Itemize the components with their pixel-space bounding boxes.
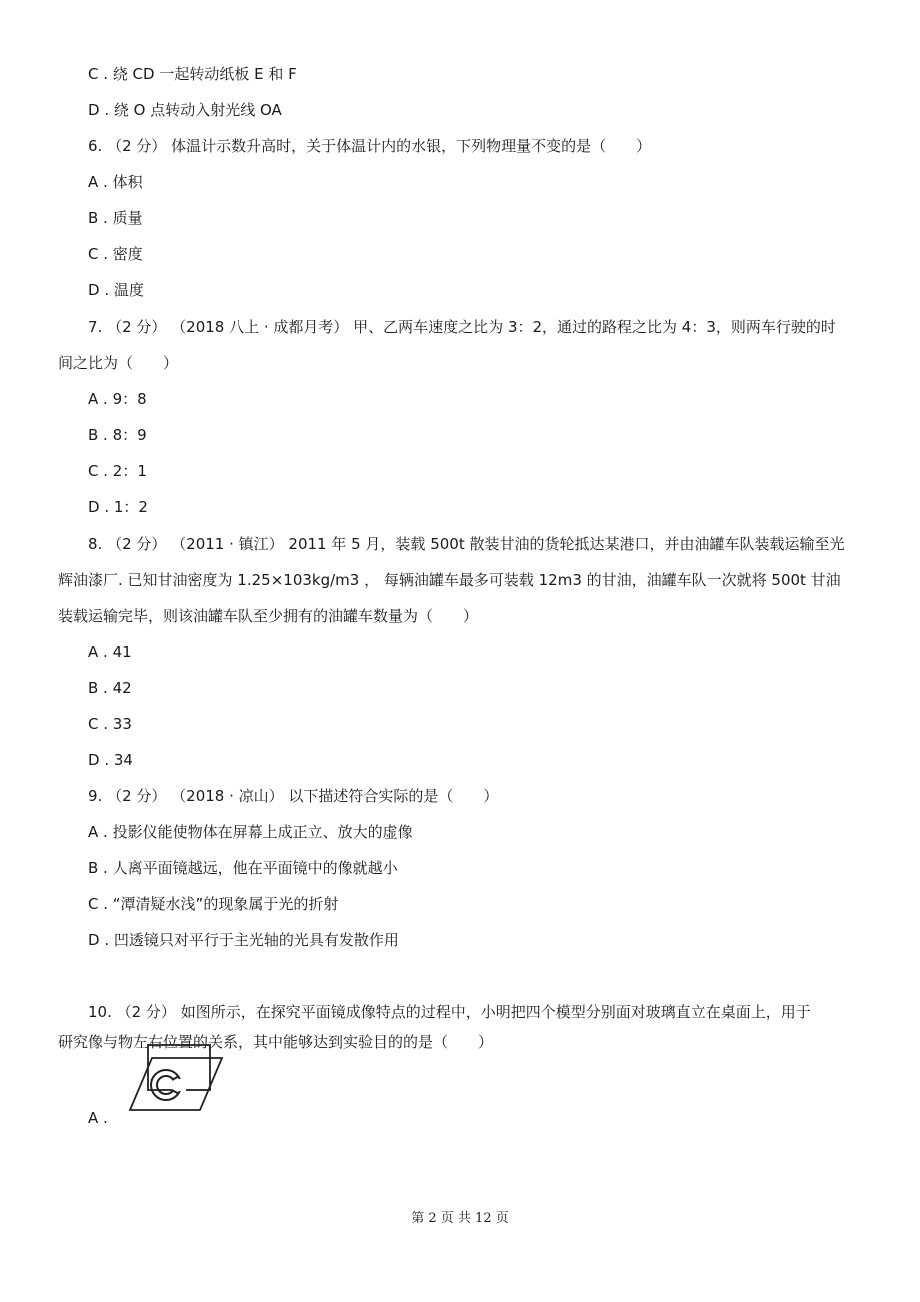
option-c-q5: C . 绕 CD 一起转动纸板 E 和 F xyxy=(88,65,297,83)
question-6: 6. （2 分） 体温计示数升高时，关于体温计内的水银，下列物理量不变的是（ ） xyxy=(88,137,652,155)
option-c-q9: C . “潭清疑水浅”的现象属于光的折射 xyxy=(88,895,339,913)
option-a-q10: A . xyxy=(88,1109,108,1127)
question-7: 7. （2 分） （2018 八上 · 成都月考） 甲、乙两车速度之比为 3：2，通过的路程之比为 4：3，则两车行驶的时 xyxy=(88,318,836,336)
question-8: 8. （2 分） （2011 · 镇江） 2011 年 5 月，装载 500t 散装甘油的货轮抵达某港口，并由油罐车队装载运输至光 xyxy=(88,535,845,553)
option-b-q6: B . 质量 xyxy=(88,209,143,227)
option-c-q8: C . 33 xyxy=(88,715,132,733)
option-d-q6: D . 温度 xyxy=(88,281,144,299)
option-b-q9: B . 人离平面镜越远，他在平面镜中的像就越小 xyxy=(88,859,398,877)
option-d-q5: D . 绕 O 点转动入射光线 OA xyxy=(88,101,282,119)
option-d-q8: D . 34 xyxy=(88,751,133,769)
option-a-q6: A . 体积 xyxy=(88,173,143,191)
question-10-cont: 研究像与物左右位置的关系，其中能够达到实验目的的是（ ） xyxy=(58,1033,494,1051)
question-8-cont-2: 装载运输完毕，则该油罐车队至少拥有的油罐车数量为（ ） xyxy=(58,607,479,625)
option-d-q9: D . 凹透镜只对平行于主光轴的光具有发散作用 xyxy=(88,931,399,949)
option-d-q7: D . 1：2 xyxy=(88,498,148,516)
mirror-model-figure xyxy=(128,1040,224,1120)
question-10: 10. （2 分） 如图所示，在探究平面镜成像特点的过程中，小明把四个模型分别面对玻璃直立在桌面上，用于 xyxy=(88,1003,811,1021)
option-b-q7: B . 8：9 xyxy=(88,426,147,444)
option-a-q7: A . 9：8 xyxy=(88,390,147,408)
c-letter-gap xyxy=(172,1079,186,1091)
option-c-q7: C . 2：1 xyxy=(88,462,147,480)
question-8-cont-1: 辉油漆厂. 已知甘油密度为 1.25×103kg/m3 ， 每辆油罐车最多可装载 12m3 的甘油，油罐车队一次就将 500t 甘油 xyxy=(58,571,841,589)
option-a-q9: A . 投影仪能使物体在屏幕上成正立、放大的虚像 xyxy=(88,823,413,841)
option-b-q8: B . 42 xyxy=(88,679,132,697)
question-7-cont: 间之比为（ ） xyxy=(58,354,179,372)
question-9: 9. （2 分） （2018 · 凉山） 以下描述符合实际的是（ ） xyxy=(88,787,499,805)
option-c-q6: C . 密度 xyxy=(88,245,143,263)
option-a-q8: A . 41 xyxy=(88,643,132,661)
page-footer: 第 2 页 共 12 页 xyxy=(411,1211,509,1226)
